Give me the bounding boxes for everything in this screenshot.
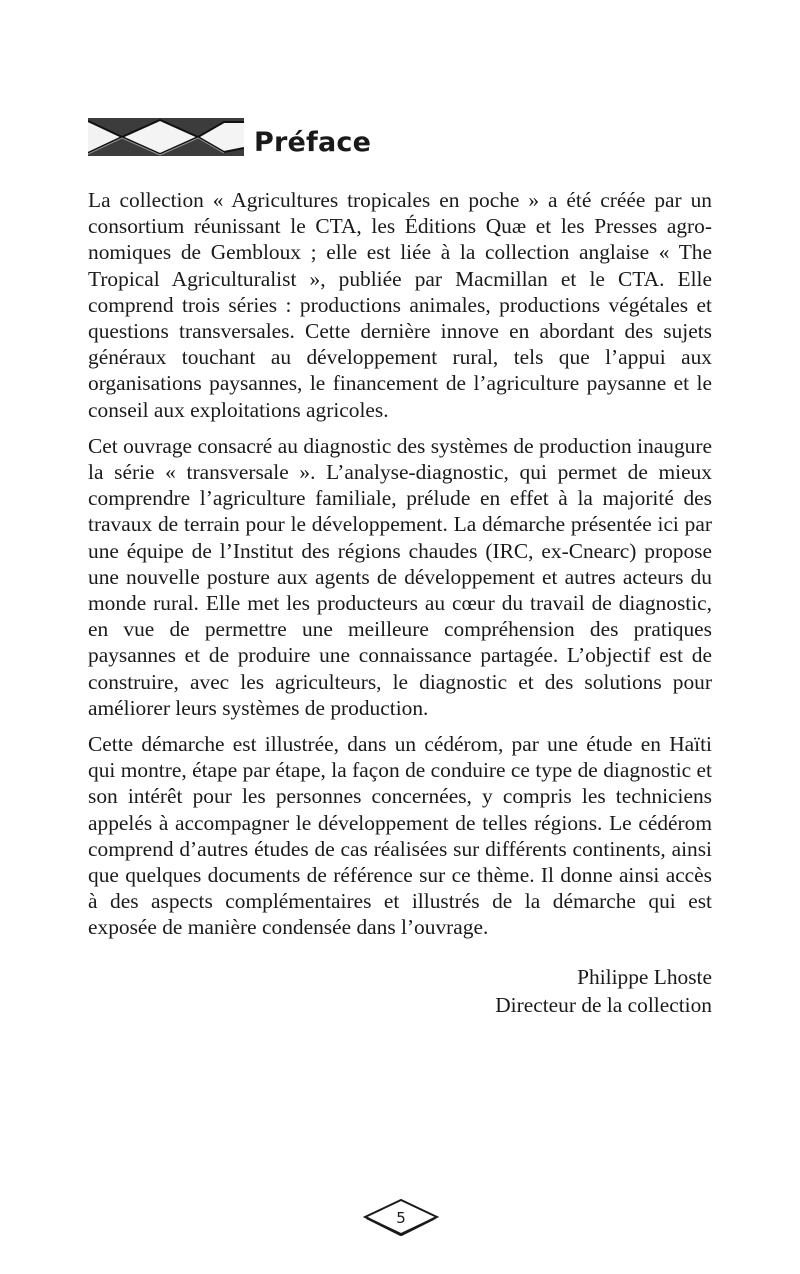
- diamond-band-ornament-icon: [88, 118, 244, 156]
- page-title: Préface: [254, 126, 372, 158]
- page-number-marker: [363, 1198, 439, 1236]
- preface-body: [88, 187, 712, 951]
- signature-role: Directeur de la collection: [495, 993, 712, 1017]
- page-number: 5: [396, 1209, 406, 1227]
- paragraph-collection-intro: La collection « Agricultures tropicales en poche » a été créée par un consortium réunissant le CTA, les Éditions Quæ et les Presses agronomiques de Gembloux ; elle est liée à la collection anglaise « The Tropical Agriculturalist », publiée par Macmillan et le CTA. Elle comprend trois séries : productions animales, productions végétales et questions transversales. Cette dernière innove en abordant des sujets généraux touchant au développement rural, tels que l’appui aux organisations paysannes, le financement de l’agriculture paysanne et le conseil aux exploitations agricoles.: [88, 188, 712, 422]
- signature-name: Philippe Lhoste: [577, 965, 712, 989]
- signature-block: [495, 963, 712, 1019]
- section-header: [88, 117, 371, 157]
- paragraph-book-purpose: Cet ouvrage consacré au diagnostic des systèmes de production inaugure la série « transversale ». L’analyse-diagnostic, qui permet de mieux comprendre l’agriculture familiale, prélude en effet à la majorité des travaux de terrain pour le développement. La démarche présentée ici par une équipe de l’Institut des régions chaudes (IRC, ex-Cnearc) propose une nouvelle posture aux agents de développement et autres acteurs du monde rural. Elle met les producteurs au cœur du travail de diagnostic, en vue de permettre une meilleure compréhension des pratiques paysannes et de produire une connaissance partagée. L’objectif est de construire, avec les agriculteurs, le diagnostic et des solutions pour améliorer leurs systèmes de production.: [88, 433, 712, 720]
- paragraph-cdrom: Cette démarche est illustrée, dans un cédérom, par une étude en Haïti qui montre, étape par étape, la façon de conduire ce type de diagnostic et son intérêt pour les personnes concernées, y compris les techniciens appelés à accompagner le développement de telles régions. Le cédérom comprend d’autres études de cas réalisées sur différents continents, ainsi que quelques documents de référence sur ce thème. Il donne ainsi accès à des aspects complémentaires et illustrés de la démarche qui est exposée de manière condensée dans l’ouvrage.: [88, 732, 712, 940]
